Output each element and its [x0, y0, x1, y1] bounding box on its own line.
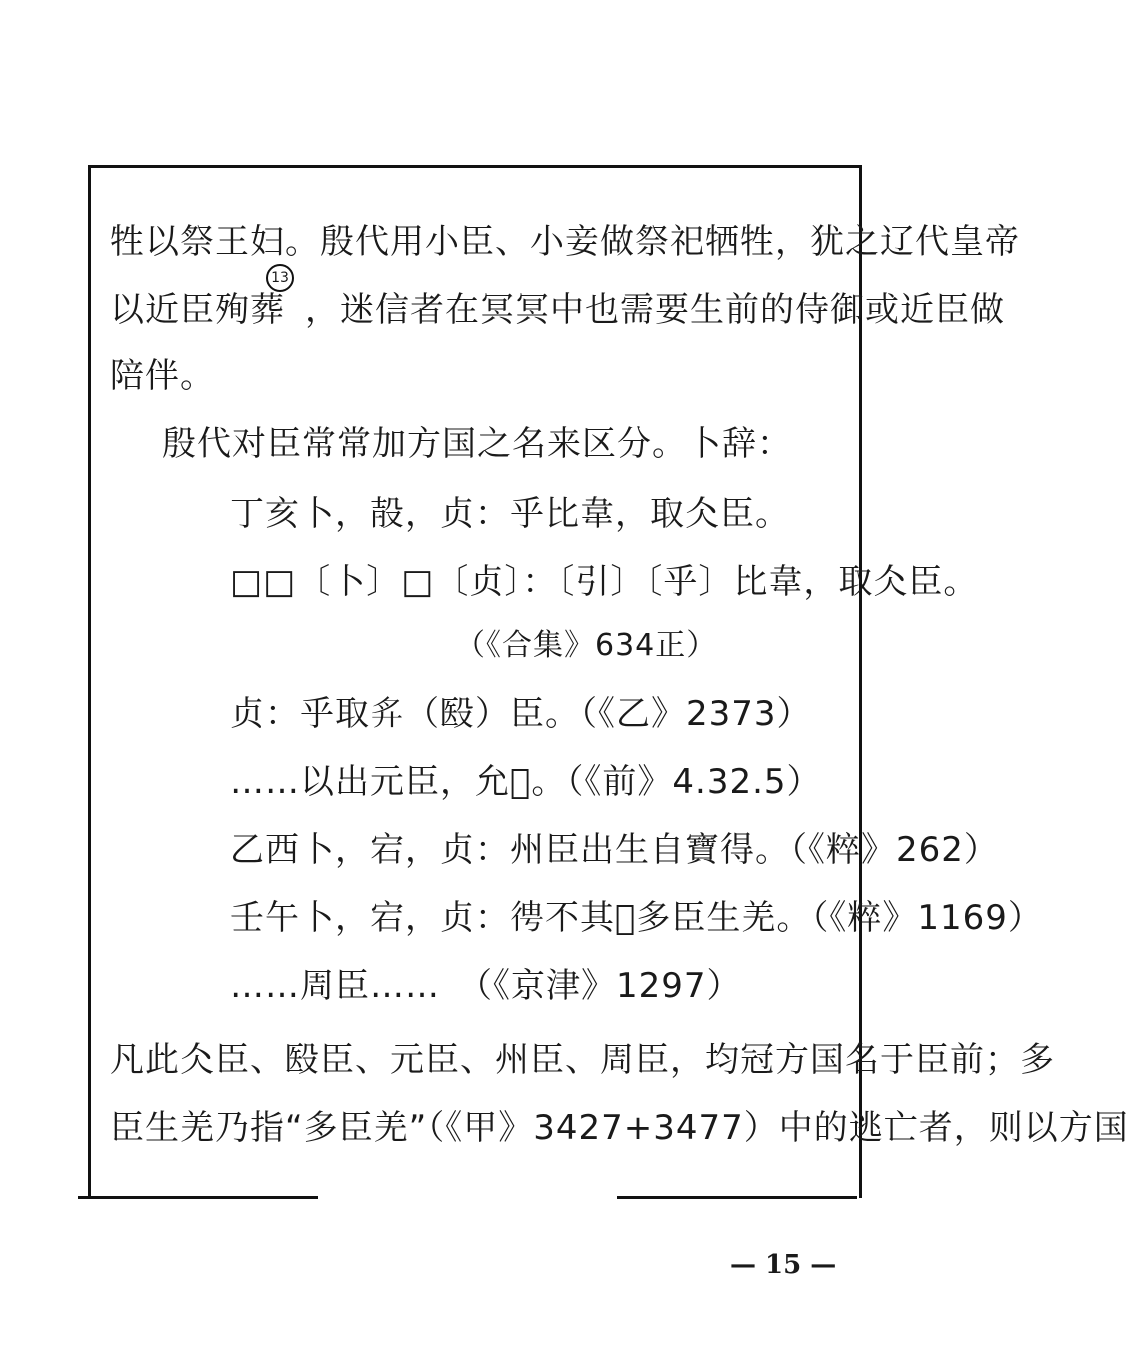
citation-5: ……以出元臣，允𡴒。（《前》4.32.5） [230, 762, 822, 802]
paragraph3-line1: 凡此仌臣、殹臣、元臣、州臣、周臣，均冠方国名于臣前；多 [110, 1040, 1055, 1080]
bottom-rule-left [78, 1196, 318, 1199]
citation-2: □□〔卜〕□〔贞〕：〔引〕〔乎〕比韋，取仌臣。 [230, 562, 979, 602]
paragraph3-line2: 臣生羌乃指“多臣羌”（《甲》3427+3477）中的逃亡者，则以方国 [110, 1108, 1129, 1148]
paragraph1-line1: 牲以祭王妇。殷代用小臣、小妾做祭祀牺牲，犹之辽代皇帝 [110, 222, 1020, 262]
citation-4: 贞：乎取𢌳（殹）臣。（《乙》2373） [230, 694, 812, 734]
citation-8: ……周臣…… （《京津》1297） [230, 966, 742, 1006]
paragraph1-line2-cont: ，迷信者在冥冥中也需要生前的侍御或近臣做 [305, 290, 1005, 330]
page-number: — 15 — [730, 1250, 837, 1280]
paragraph2-intro: 殷代对臣常常加方国之名来区分。卜辞： [162, 424, 792, 464]
paragraph1-line3: 陪伴。 [110, 356, 215, 396]
paragraph1-line2 [110, 290, 1005, 330]
citation-1: 丁亥卜，㱿，贞：乎比韋，取仌臣。 [230, 494, 790, 534]
citation-3: （《合集》634正） [455, 628, 718, 663]
footnote-marker: 13 [266, 264, 294, 292]
citation-7: 壬午卜，宕，贞：𢓳不其𡴒多臣生羌。（《粹》1169） [230, 898, 1043, 938]
bottom-rule-right [617, 1196, 857, 1199]
paragraph1-line2-start: 以近臣殉葬 [110, 290, 285, 330]
citation-6: 乙西卜，宕，贞：州臣出生自寶得。（《粹》262） [230, 830, 999, 870]
